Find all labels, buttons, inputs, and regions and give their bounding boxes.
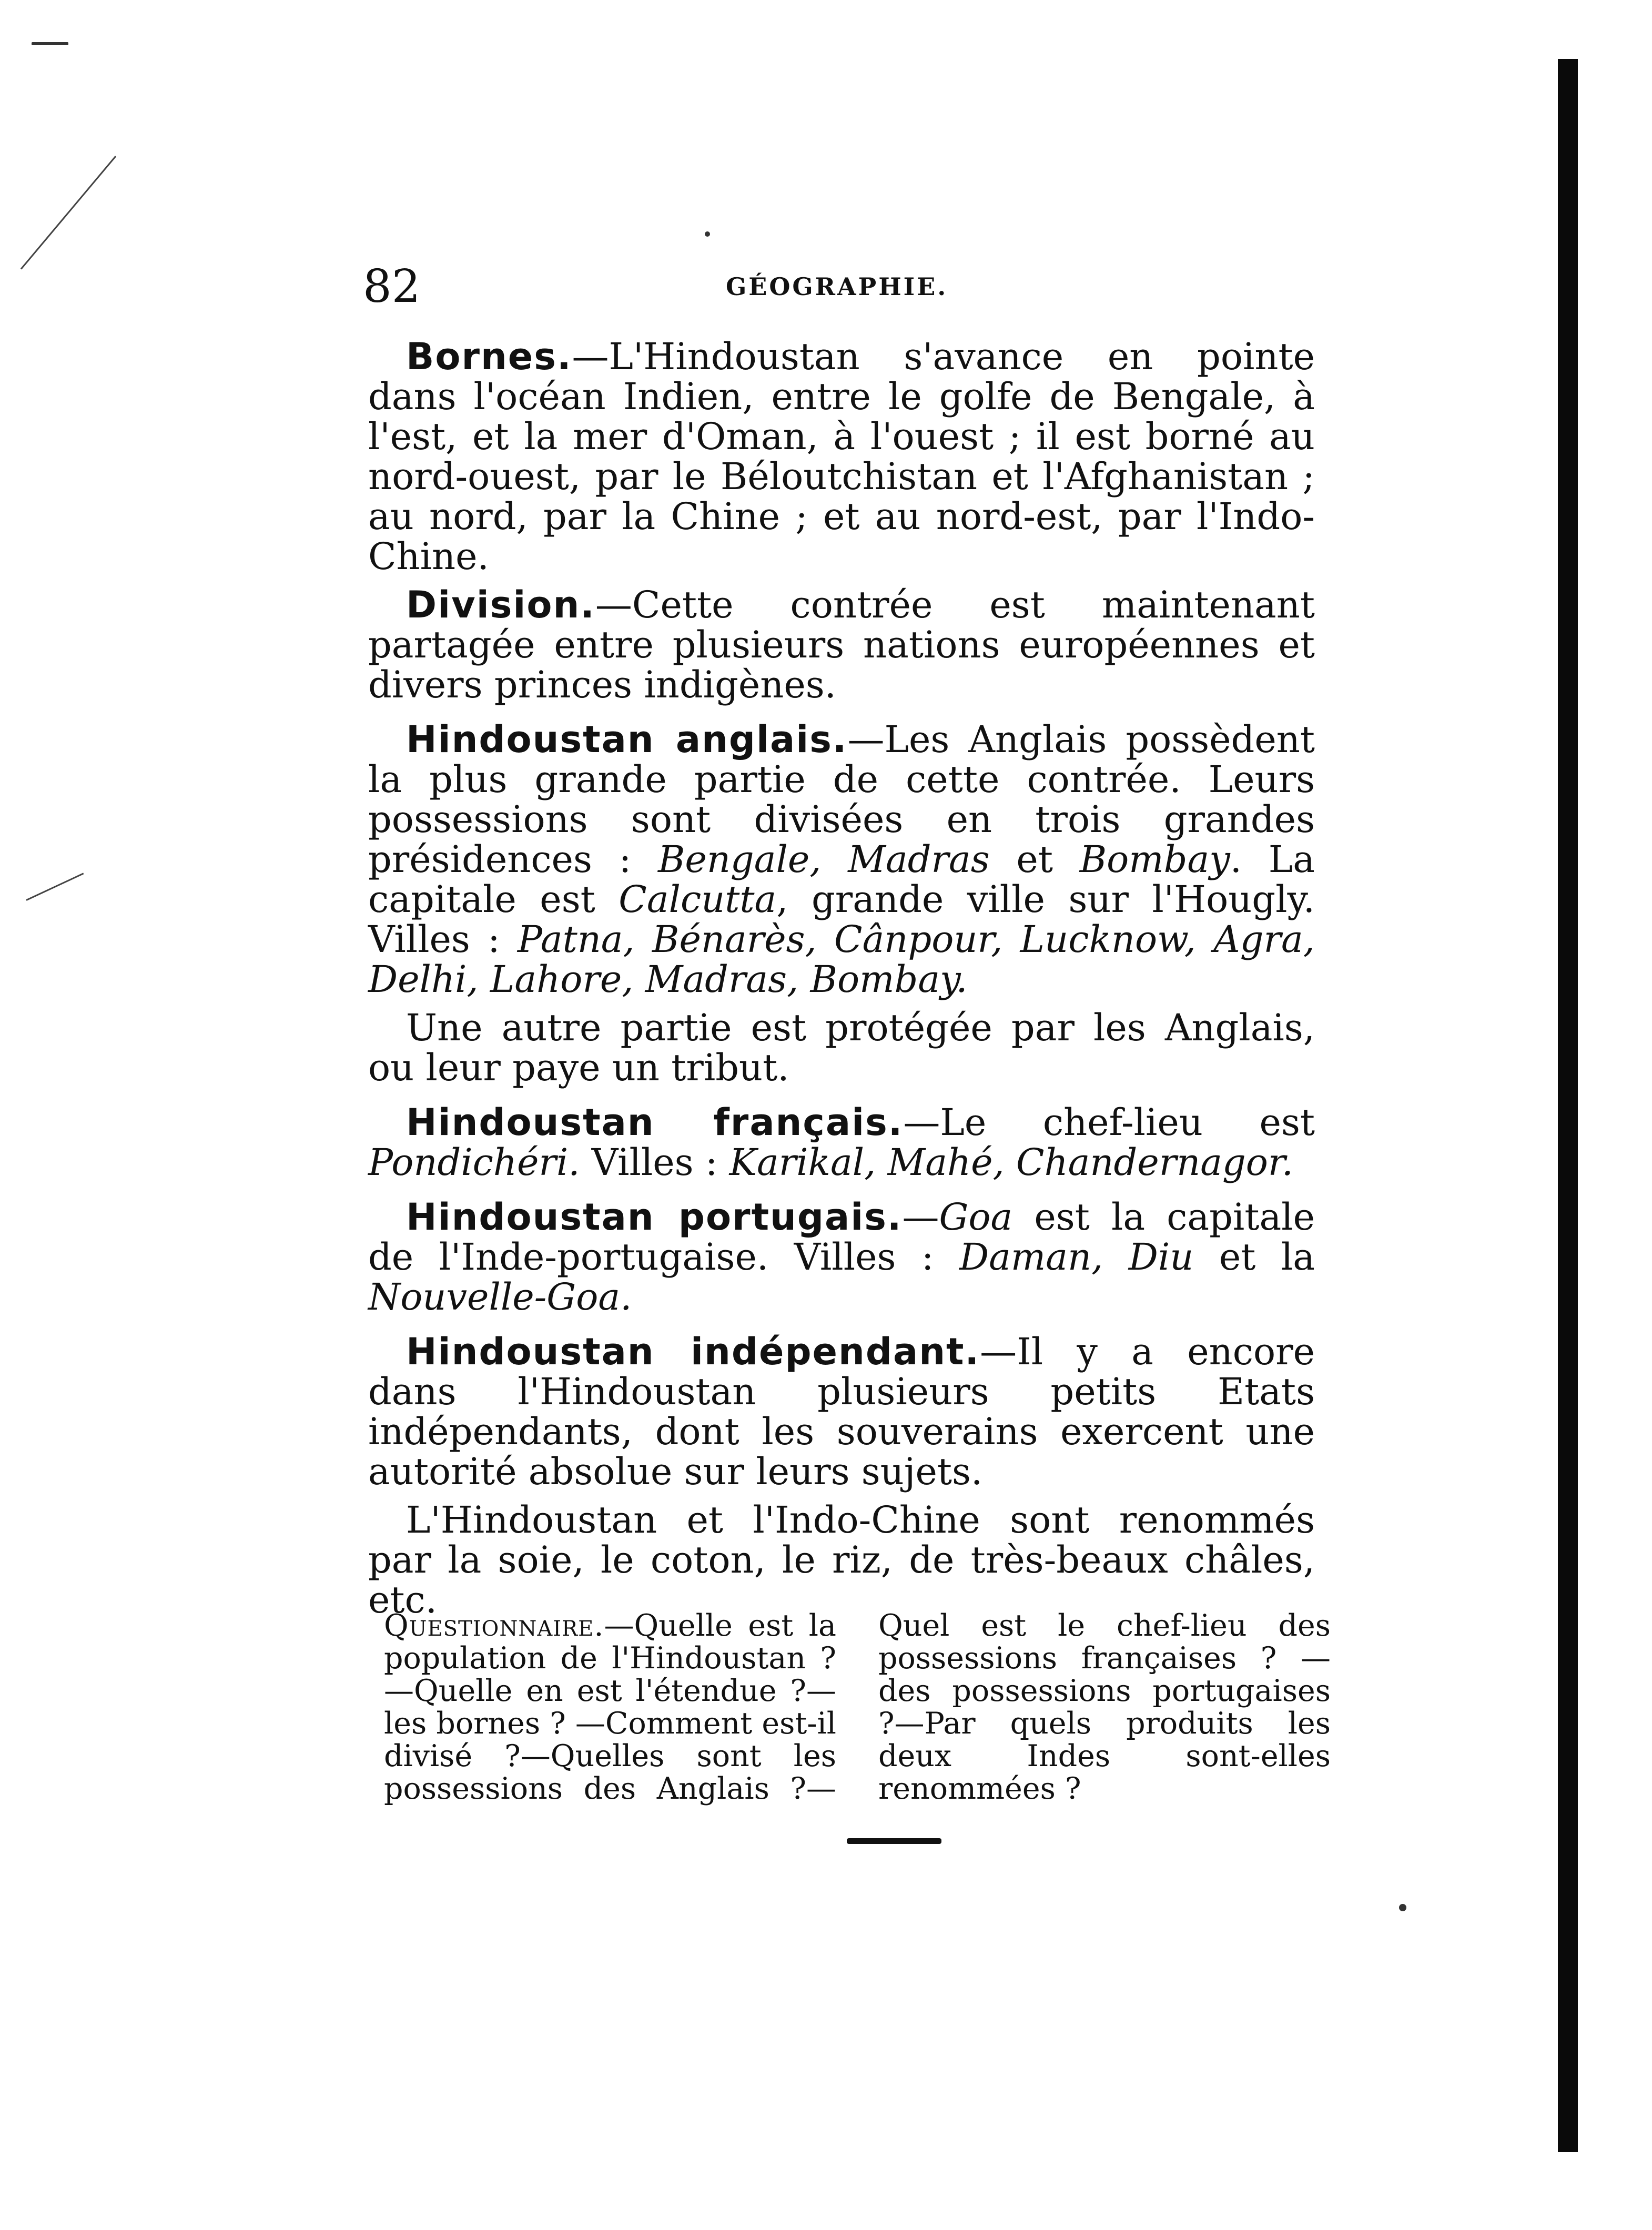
paragraph-text: et la: [1193, 1235, 1315, 1279]
place-names: Bombay: [1079, 838, 1230, 881]
paragraph-lead: Hindoustan anglais.: [406, 718, 848, 761]
place-names: Daman, Diu: [959, 1235, 1194, 1279]
paragraph-text: —Les Anglais possèdent la plus grande partie de cette contrée. Leurs possessions sont divisées en trois grandes présidences :: [368, 718, 1315, 881]
place-names: Nouvelle-Goa.: [368, 1275, 632, 1319]
paragraph-lead: Hindoustan français.: [406, 1101, 904, 1144]
paragraph-text: —Cette contrée est maintenant partagée entre plusieurs nations européennes et divers princes indigènes.: [368, 583, 1315, 706]
paragraph-hindoustan-portugais: [368, 1197, 1315, 1317]
place-names: Patna, Bénarès, Cânpour, Lucknow, Agra, Delhi, Lahore, Madras, Bombay.: [368, 918, 1315, 1001]
questionnaire-label: Questionnaire.: [384, 1608, 604, 1643]
scan-mark: [26, 873, 84, 900]
paragraph-hindoustan-anglais: [368, 719, 1315, 999]
paragraph-text: Villes :: [580, 1141, 729, 1184]
questionnaire: [384, 1609, 1331, 1805]
paragraph-text: et: [989, 838, 1080, 881]
paragraph-hindoustan-independant: [368, 1332, 1315, 1492]
scan-speck: [705, 231, 710, 237]
paragraph-text: —Le chef-lieu est: [903, 1101, 1315, 1144]
paragraph-text: L'Hindoustan et l'Indo-Chine sont renommés par la soie, le coton, le riz, de très-beaux châles, etc.: [368, 1498, 1315, 1621]
paragraph-hindoustan-francais: [368, 1102, 1315, 1182]
running-title: GÉOGRAPHIE.: [726, 272, 948, 301]
body-text: [368, 337, 1315, 1628]
scan-mark: [21, 156, 116, 269]
paragraph-text: —L'Hindoustan s'avance en pointe dans l'océan Indien, entre le golfe de Bengale, à l'est, et la mer d'Oman, à l'ouest ; il est borné au nord-ouest, par le Béloutchistan et l'Afghanistan ; au nord, par la Chine ; et au nord-est, par l'Indo-Chine.: [368, 335, 1315, 578]
paragraph-lead: Hindoustan indépendant.: [406, 1330, 980, 1373]
paragraph-lead: Hindoustan portugais.: [406, 1195, 903, 1239]
scan-speck: [1399, 1904, 1406, 1911]
section-end-rule: [847, 1838, 941, 1844]
page-number: 82: [363, 260, 421, 313]
questionnaire-columns: [384, 1609, 1331, 1805]
questionnaire-text: —Quelle est la population de l'Hindoustan ?—Quelle en est l'étendue ?—les bornes ? —Comment est-il divisé ?—Quelles sont les possessions des Anglais ?—Quel est le chef-lieu des possessions françaises ? —des possessions portugaises ?—Par quels produits les deux Indes sont-elles renommées ?: [384, 1608, 1331, 1806]
scan-speck: [32, 42, 68, 45]
paragraph-protectorate: [368, 1008, 1315, 1088]
paragraph-text: —: [902, 1195, 939, 1239]
place-names: Calcutta: [619, 878, 777, 921]
page-edge-shadow: [1558, 59, 1578, 2152]
page-header: [363, 258, 1336, 316]
place-names: Bengale, Madras: [657, 838, 990, 881]
paragraph-text: est la capitale de l'Inde-portugaise. Villes :: [368, 1195, 1315, 1279]
place-names: Pondichéri.: [368, 1141, 580, 1184]
paragraph-bornes: [368, 337, 1315, 576]
place-names: Karikal, Mahé, Chandernagor.: [729, 1141, 1293, 1184]
paragraph-text: Une autre partie est protégée par les Anglais, ou leur paye un tribut.: [368, 1006, 1315, 1089]
paragraph-lead: Division.: [406, 583, 595, 626]
paragraph-products: [368, 1500, 1315, 1620]
place-names: Goa: [939, 1195, 1013, 1239]
paragraph-text: —Il y a encore dans l'Hindoustan plusieurs petits Etats indépendants, dont les souverains exercent une autorité absolue sur leurs sujets.: [368, 1330, 1315, 1493]
paragraph-text: , grande ville sur l'Hougly. Villes :: [368, 878, 1315, 961]
paragraph-text: . La capitale est: [368, 838, 1315, 921]
paragraph-lead: Bornes.: [406, 335, 572, 378]
paragraph-division: [368, 585, 1315, 705]
